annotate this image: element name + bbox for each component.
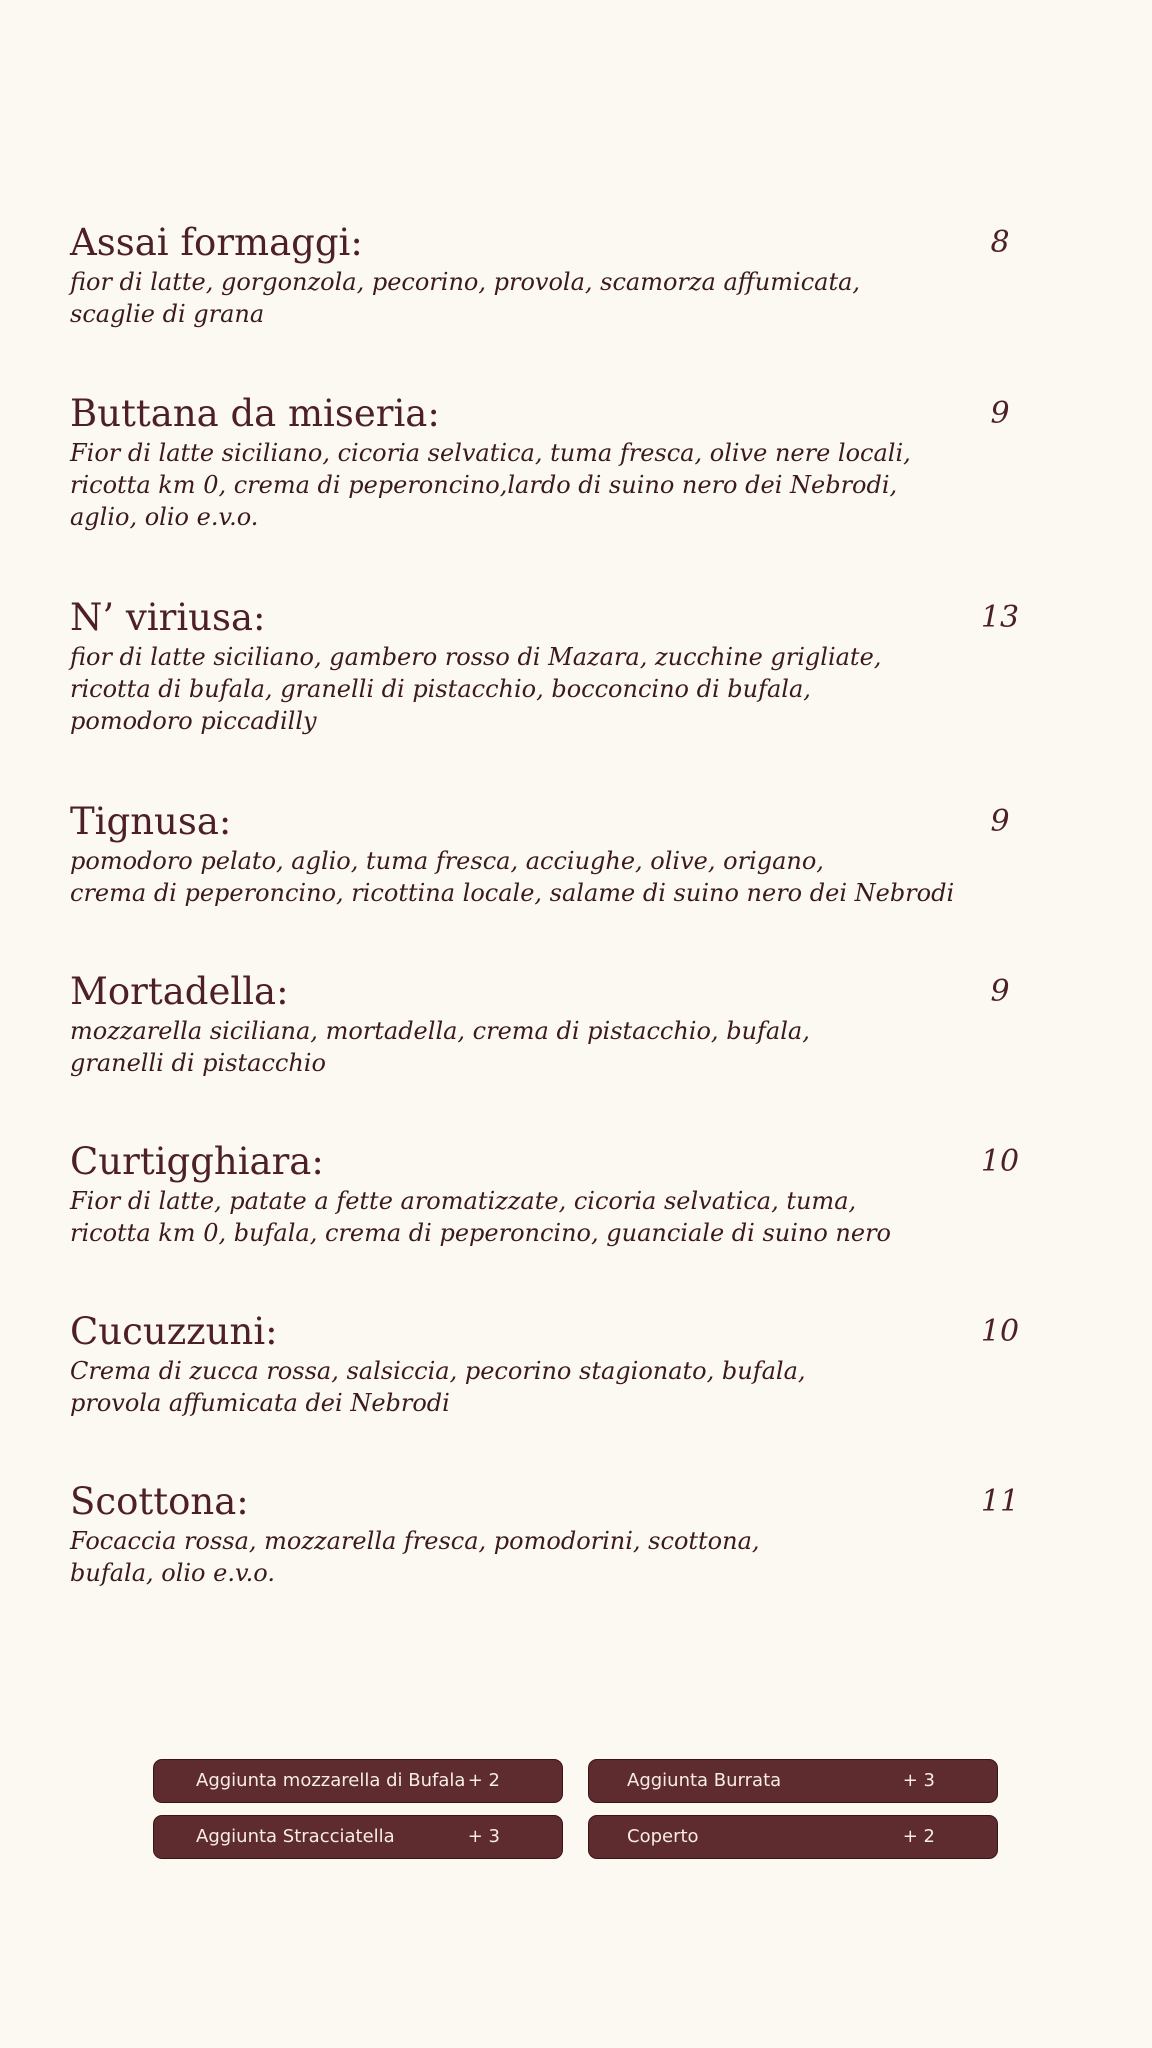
item-price: 9 bbox=[990, 396, 1010, 431]
item-description: Fior di latte, patate a fette aromatizzate, cicoria selvatica, tuma, ricotta km 0, bufala, crema di peperoncino, guanciale di suino nero bbox=[70, 1187, 892, 1247]
extra-price: + 3 bbox=[467, 1826, 500, 1847]
extra-stracciatella-badge bbox=[153, 1815, 563, 1859]
item-price: 13 bbox=[980, 600, 1020, 635]
extra-price: + 3 bbox=[902, 1770, 935, 1791]
extra-price: + 2 bbox=[902, 1826, 935, 1847]
item-description: mozzarella siciliana, mortadella, crema di pistacchio, bufala, granelli di pistacchio bbox=[70, 1017, 810, 1077]
item-description: Crema di zucca rossa, salsiccia, pecorino stagionato, bufala, provola affumicata dei Nebrodi bbox=[70, 1357, 806, 1417]
item-description: fior di latte, gorgonzola, pecorino, provola, scamorza affumicata, scaglie di grana bbox=[70, 268, 861, 328]
item-name: N’ viriusa: bbox=[70, 596, 266, 639]
item-description: Focaccia rossa, mozzarella fresca, pomodorini, scottona, bufala, olio e.v.o. bbox=[70, 1527, 760, 1587]
item-name: Mortadella: bbox=[70, 970, 289, 1013]
extra-label: Aggiunta Burrata bbox=[627, 1770, 782, 1791]
extra-coperto-badge bbox=[588, 1815, 998, 1859]
extra-burrata-badge bbox=[588, 1759, 998, 1803]
item-price: 8 bbox=[990, 225, 1010, 260]
item-description: Fior di latte siciliano, cicoria selvatica, tuma fresca, olive nere locali, ricotta km 0, crema di peperoncino,lardo di suino nero dei Nebrodi, aglio, olio e.v.o. bbox=[70, 439, 911, 531]
item-price: 11 bbox=[980, 1484, 1020, 1519]
item-description: fior di latte siciliano, gambero rosso di Mazara, zucchine grigliate, ricotta di bufala, granelli di pistacchio, bocconcino di bufala, pomodoro piccadilly bbox=[70, 643, 882, 735]
item-name: Assai formaggi: bbox=[70, 221, 363, 264]
extra-label: Aggiunta Stracciatella bbox=[196, 1826, 395, 1847]
item-name: Tignusa: bbox=[70, 800, 232, 843]
item-name: Cucuzzuni: bbox=[70, 1310, 278, 1353]
item-price: 9 bbox=[990, 804, 1010, 839]
item-description: pomodoro pelato, aglio, tuma fresca, acciughe, olive, origano, crema di peperoncino, ricottina locale, salame di suino nero dei Nebrodi bbox=[70, 847, 955, 907]
item-price: 10 bbox=[980, 1314, 1020, 1349]
extra-price: + 2 bbox=[467, 1770, 500, 1791]
extra-label: Coperto bbox=[627, 1826, 699, 1847]
item-name: Scottona: bbox=[70, 1480, 249, 1523]
extra-bufala-badge bbox=[153, 1759, 563, 1803]
item-price: 9 bbox=[990, 974, 1010, 1009]
item-price: 10 bbox=[980, 1144, 1020, 1179]
item-name: Curtigghiara: bbox=[70, 1140, 324, 1183]
extra-label: Aggiunta mozzarella di Bufala bbox=[196, 1770, 466, 1791]
item-name: Buttana da miseria: bbox=[70, 392, 440, 435]
